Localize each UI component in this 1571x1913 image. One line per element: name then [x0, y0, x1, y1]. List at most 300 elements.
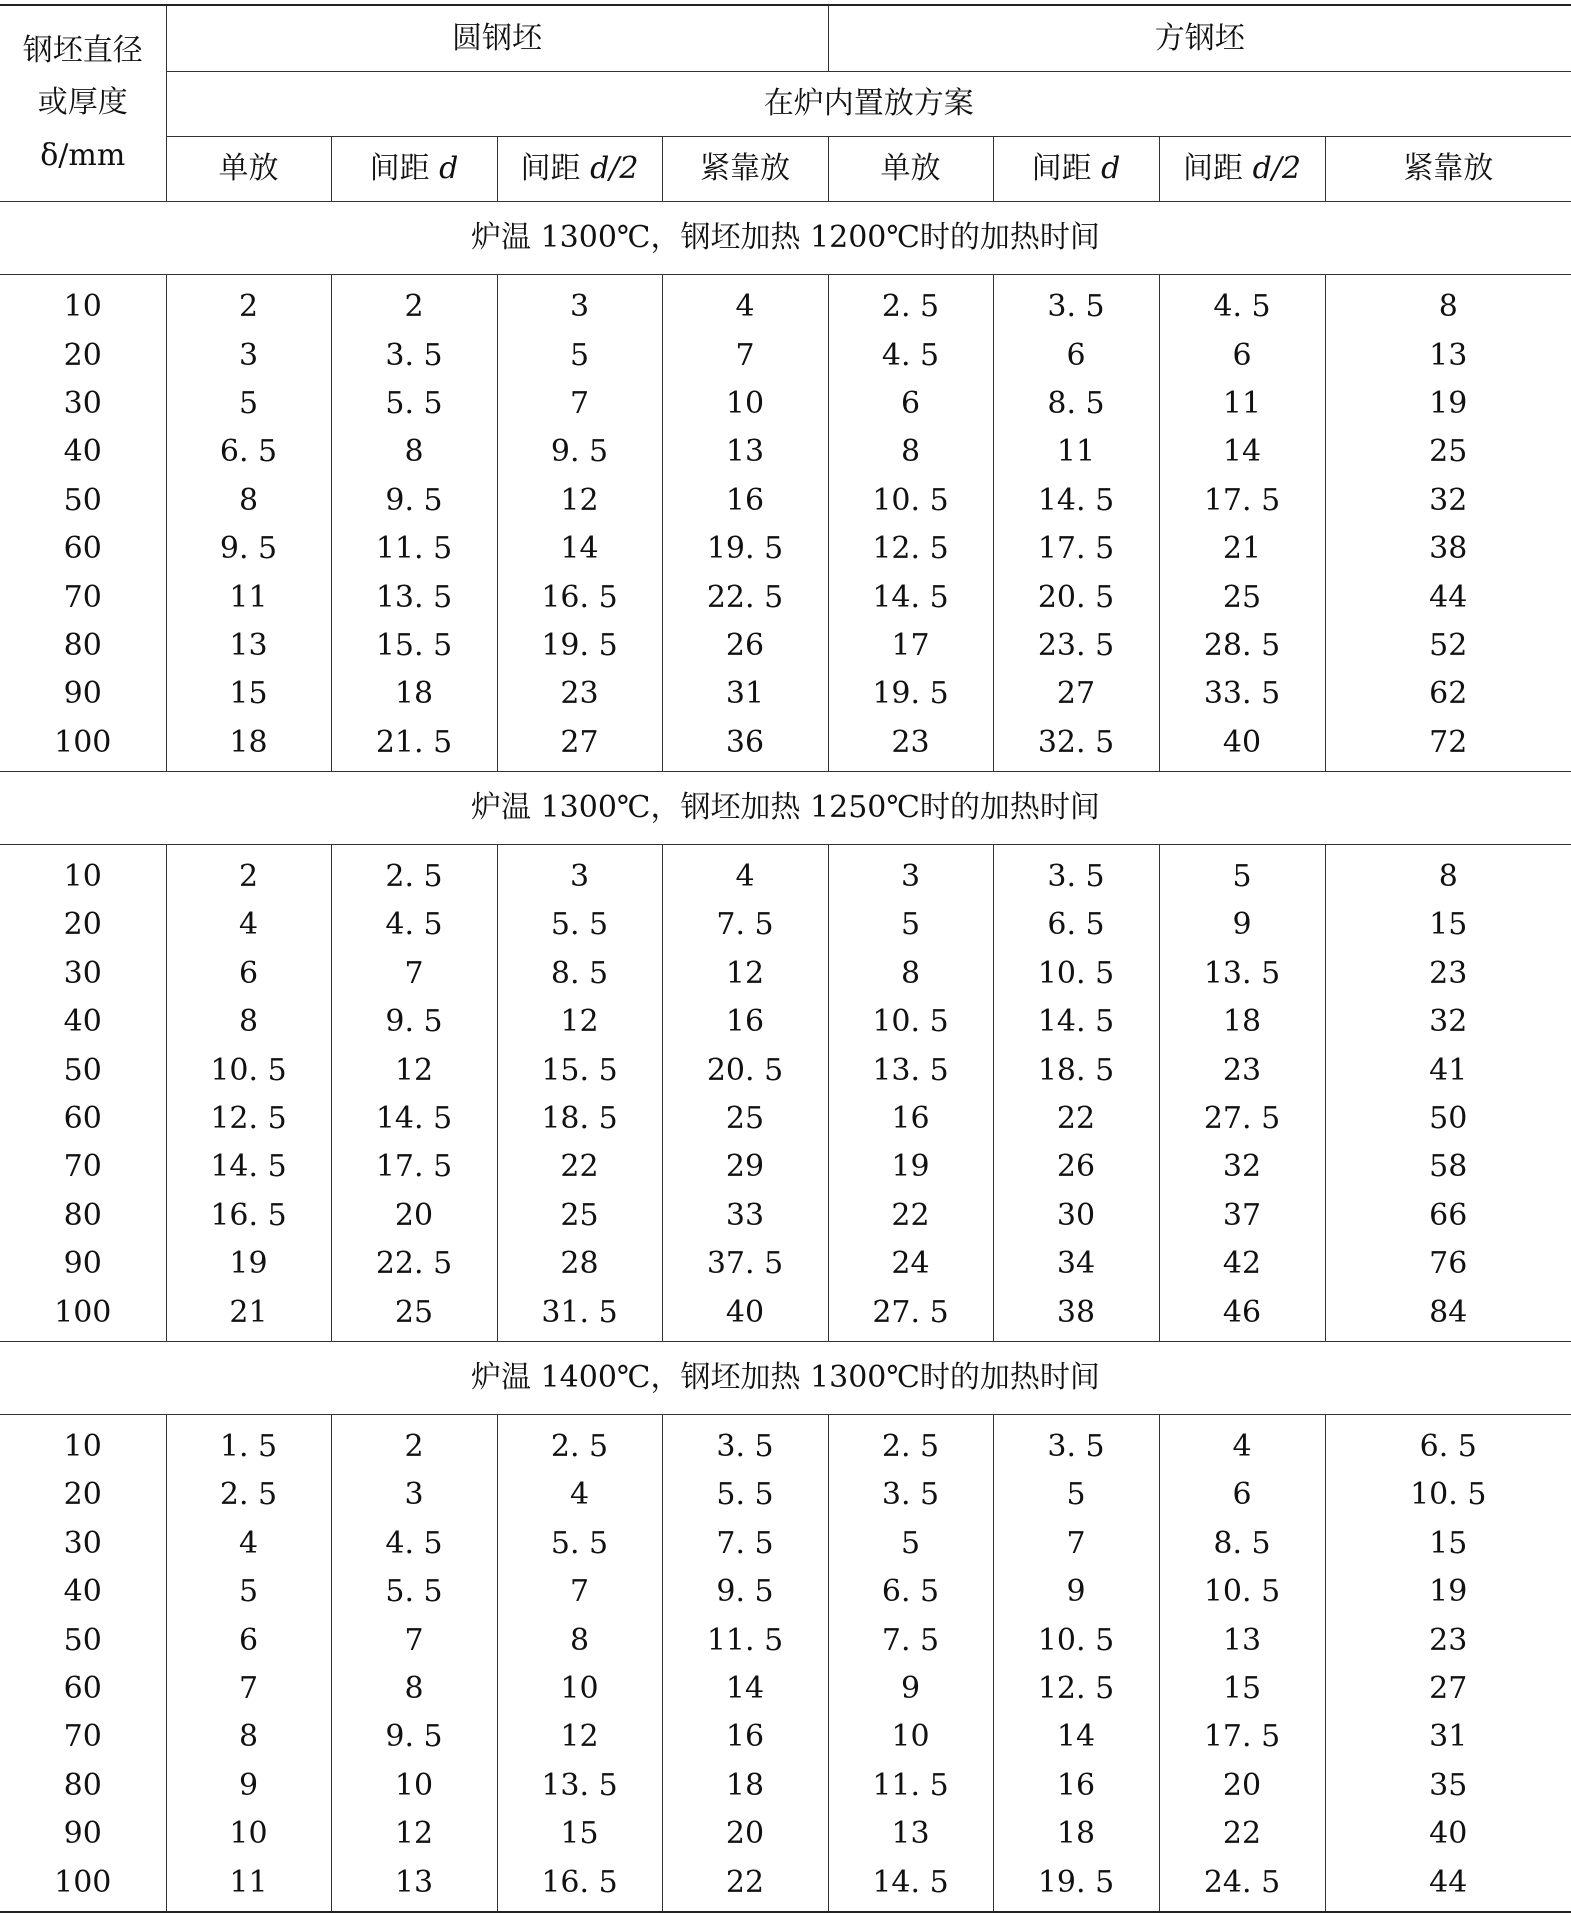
- table-cell: 35: [1429, 1767, 1468, 1803]
- row-diameter-cell: 80: [0, 1762, 166, 1810]
- table-cell: 12: [662, 950, 828, 998]
- table-cell: 10. 5: [828, 998, 993, 1046]
- table-cell: 27: [1429, 1670, 1468, 1706]
- table-cell: 15. 5: [497, 1046, 662, 1094]
- table-cell: 10. 5: [1159, 1568, 1325, 1616]
- table-row: [0, 1288, 1571, 1341]
- row-label-header: [0, 5, 166, 202]
- row-diameter-cell: 30: [0, 1520, 166, 1568]
- table-cell: 27. 5: [828, 1288, 993, 1341]
- table-row: [0, 622, 1571, 670]
- table-cell: 17: [828, 622, 993, 670]
- sub-column-header: [828, 137, 993, 202]
- table-cell: 6. 5: [828, 1568, 993, 1616]
- table-cell: 7: [497, 1568, 662, 1616]
- table-cell: 24. 5: [1159, 1858, 1325, 1911]
- table-cell: 46: [1159, 1288, 1325, 1341]
- table-cell: 30: [993, 1192, 1159, 1240]
- row-label-line3: δ/mm: [40, 137, 126, 173]
- table-cell: 22: [662, 1858, 828, 1911]
- table-cell: 36: [662, 719, 828, 772]
- row-diameter-cell: 60: [0, 525, 166, 573]
- sub-column-variable: d: [1101, 151, 1121, 186]
- table-cell: 19: [828, 1143, 993, 1191]
- section-title-row: [0, 771, 1571, 844]
- table-cell: 44: [1429, 579, 1468, 615]
- table-cell: 7: [993, 1520, 1159, 1568]
- table-header: [0, 5, 1571, 202]
- row-diameter-cell: 30: [0, 950, 166, 998]
- table-cell: 11: [166, 1858, 331, 1911]
- table-row: [0, 1713, 1571, 1761]
- table-cell: 20: [331, 1192, 497, 1240]
- row-diameter-cell: 90: [0, 1240, 166, 1288]
- table-cell: 2. 5: [331, 844, 497, 901]
- table-cell: 25: [1159, 573, 1325, 621]
- table-cell: 3: [331, 1471, 497, 1519]
- table-cell: 23: [1429, 1622, 1468, 1658]
- sub-column-variable: d/2: [1252, 151, 1301, 186]
- table-cell: 17. 5: [993, 525, 1159, 573]
- table-cell: 8: [828, 950, 993, 998]
- table-cell: 15: [1429, 907, 1468, 943]
- row-diameter-cell: 100: [0, 1288, 166, 1341]
- section-title: 炉温 1300℃，钢坯加热 1250℃时的加热时间: [0, 771, 1571, 844]
- table-cell: 3: [828, 844, 993, 901]
- sub-column-header: [497, 137, 662, 202]
- table-cell: 5: [828, 1520, 993, 1568]
- table-row: [0, 1762, 1571, 1810]
- table-cell: 4: [662, 275, 828, 332]
- table-cell: 5. 5: [497, 1520, 662, 1568]
- row-diameter-cell: 40: [0, 428, 166, 476]
- table-cell: 13: [331, 1858, 497, 1911]
- table-row: [0, 1414, 1571, 1471]
- row-diameter-cell: 20: [0, 1471, 166, 1519]
- table-cell: 13. 5: [497, 1762, 662, 1810]
- table-row: [0, 1046, 1571, 1094]
- table-row: [0, 275, 1571, 332]
- table-cell: 8. 5: [1159, 1520, 1325, 1568]
- table-cell: 7. 5: [828, 1616, 993, 1664]
- table-cell: 3. 5: [828, 1471, 993, 1519]
- table-row: [0, 1143, 1571, 1191]
- table-cell: 10. 5: [993, 950, 1159, 998]
- sub-column-variable: d: [439, 151, 459, 186]
- table-row: [0, 1568, 1571, 1616]
- table-row: [0, 1810, 1571, 1858]
- table-cell: 31: [1429, 1719, 1468, 1755]
- row-diameter-cell: 40: [0, 998, 166, 1046]
- table-body: [0, 202, 1571, 1912]
- row-diameter-cell: 70: [0, 573, 166, 621]
- table-cell: 7: [497, 380, 662, 428]
- table-cell: 17. 5: [331, 1143, 497, 1191]
- table-cell: 5: [828, 901, 993, 949]
- sub-column-header: [1325, 137, 1571, 202]
- table-row: [0, 331, 1571, 379]
- table-cell: 3: [166, 331, 331, 379]
- sub-column-label: 间距: [520, 151, 591, 186]
- table-row: [0, 1095, 1571, 1143]
- table-cell: 16: [662, 1713, 828, 1761]
- table-row: [0, 380, 1571, 428]
- row-diameter-cell: 20: [0, 901, 166, 949]
- sub-column-header: [166, 137, 331, 202]
- table-cell: 9: [166, 1762, 331, 1810]
- table-cell: 6. 5: [166, 428, 331, 476]
- table-cell: 17. 5: [1159, 477, 1325, 525]
- table-cell: 16: [662, 477, 828, 525]
- table-cell: 23. 5: [993, 622, 1159, 670]
- table-cell: 18: [662, 1762, 828, 1810]
- table-cell: 31. 5: [497, 1288, 662, 1341]
- table-cell: 19: [1429, 1574, 1468, 1610]
- table-row: [0, 998, 1571, 1046]
- table-cell: 5: [1159, 844, 1325, 901]
- table-cell: 13. 5: [331, 573, 497, 621]
- table-cell: 21: [1159, 525, 1325, 573]
- table-cell: 16: [993, 1762, 1159, 1810]
- table-cell: 6. 5: [1419, 1429, 1477, 1464]
- row-diameter-cell: 30: [0, 380, 166, 428]
- table-cell: 9. 5: [331, 477, 497, 525]
- table-cell: 66: [1429, 1197, 1468, 1233]
- table-cell: 5. 5: [497, 901, 662, 949]
- table-cell: 20: [1159, 1762, 1325, 1810]
- table-cell: 2. 5: [828, 275, 993, 332]
- row-label-line1: 钢坯直径: [22, 32, 143, 68]
- table-cell: 22. 5: [331, 1240, 497, 1288]
- table-cell: 7: [166, 1665, 331, 1713]
- table-cell: 18: [166, 719, 331, 772]
- table-cell: 25: [662, 1095, 828, 1143]
- table-cell: 15: [1429, 1525, 1468, 1561]
- sub-column-label: 间距: [1183, 151, 1253, 186]
- table-cell: 10. 5: [1410, 1477, 1487, 1513]
- row-diameter-cell: 100: [0, 719, 166, 772]
- table-cell: 12: [497, 477, 662, 525]
- table-cell: 22: [993, 1095, 1159, 1143]
- table-row: [0, 573, 1571, 621]
- table-cell: 23: [497, 670, 662, 718]
- sub-column-header: [662, 137, 828, 202]
- table-cell: 2. 5: [497, 1414, 662, 1471]
- table-cell: 11. 5: [662, 1616, 828, 1664]
- table-cell: 18. 5: [993, 1046, 1159, 1094]
- table-cell: 44: [1429, 1864, 1468, 1900]
- table-cell: 20. 5: [993, 573, 1159, 621]
- table-row: [0, 477, 1571, 525]
- table-cell: 33: [662, 1192, 828, 1240]
- table-row: [0, 1520, 1571, 1568]
- table-cell: 29: [662, 1143, 828, 1191]
- table-cell: 40: [1429, 1816, 1468, 1852]
- table-cell: 2: [331, 275, 497, 332]
- table-cell: 21: [166, 1288, 331, 1341]
- table-cell: 12: [497, 998, 662, 1046]
- table-cell: 4. 5: [828, 331, 993, 379]
- table-cell: 16. 5: [166, 1192, 331, 1240]
- table-cell: 22: [1159, 1810, 1325, 1858]
- table-cell: 2. 5: [828, 1414, 993, 1471]
- table-cell: 13. 5: [828, 1046, 993, 1094]
- table-cell: 4: [166, 901, 331, 949]
- sub-column-variable: d/2: [590, 151, 639, 186]
- table-cell: 18: [993, 1810, 1159, 1858]
- table-cell: 9. 5: [331, 1713, 497, 1761]
- table-cell: 19: [1429, 385, 1468, 421]
- table-cell: 11: [1159, 380, 1325, 428]
- table-cell: 42: [1159, 1240, 1325, 1288]
- table-cell: 16. 5: [497, 1858, 662, 1911]
- sub-column-label: 间距: [1031, 151, 1102, 186]
- table-cell: 84: [1429, 1294, 1468, 1330]
- table-cell: 31: [662, 670, 828, 718]
- placement-scheme-header: 在炉内置放方案: [166, 72, 1571, 137]
- table-cell: 17. 5: [1159, 1713, 1325, 1761]
- table-cell: 40: [662, 1288, 828, 1341]
- table-cell: 21. 5: [331, 719, 497, 772]
- table-cell: 6: [166, 1616, 331, 1664]
- table-row: [0, 1616, 1571, 1664]
- table-cell: 22: [497, 1143, 662, 1191]
- table-cell: 5. 5: [331, 380, 497, 428]
- table-row: [0, 719, 1571, 772]
- table-cell: 5. 5: [331, 1568, 497, 1616]
- table-cell: 27. 5: [1159, 1095, 1325, 1143]
- table-cell: 9: [828, 1665, 993, 1713]
- heating-time-table: [0, 4, 1571, 1913]
- table-cell: 14: [1159, 428, 1325, 476]
- table-row: [0, 901, 1571, 949]
- table-cell: 9: [993, 1568, 1159, 1616]
- table-cell: 4. 5: [331, 901, 497, 949]
- row-diameter-cell: 10: [0, 844, 166, 901]
- table-cell: 5: [166, 380, 331, 428]
- table-cell: 76: [1429, 1246, 1468, 1282]
- table-cell: 37. 5: [662, 1240, 828, 1288]
- table-cell: 52: [1429, 627, 1468, 663]
- table-cell: 8: [166, 1713, 331, 1761]
- table-cell: 8: [1438, 289, 1458, 325]
- sub-column-label: 紧靠放: [700, 151, 790, 186]
- table-cell: 33. 5: [1159, 670, 1325, 718]
- table-cell: 7. 5: [662, 1520, 828, 1568]
- row-label-line2: 或厚度: [37, 85, 128, 121]
- table-cell: 27: [993, 670, 1159, 718]
- row-diameter-cell: 60: [0, 1665, 166, 1713]
- table-cell: 7: [331, 950, 497, 998]
- table-row: [0, 950, 1571, 998]
- table-cell: 6: [993, 331, 1159, 379]
- table-cell: 10: [331, 1762, 497, 1810]
- table-cell: 3. 5: [662, 1414, 828, 1471]
- row-diameter-cell: 40: [0, 1568, 166, 1616]
- table-cell: 5: [497, 331, 662, 379]
- table-cell: 2: [331, 1414, 497, 1471]
- table-cell: 26: [662, 622, 828, 670]
- section-title: 炉温 1300℃，钢坯加热 1200℃时的加热时间: [0, 202, 1571, 275]
- table-cell: 5: [166, 1568, 331, 1616]
- row-diameter-cell: 50: [0, 1046, 166, 1094]
- table-cell: 32: [1429, 482, 1468, 518]
- table-cell: 6. 5: [993, 901, 1159, 949]
- table-cell: 16. 5: [497, 573, 662, 621]
- table-cell: 15. 5: [331, 622, 497, 670]
- table-cell: 4: [662, 844, 828, 901]
- table-cell: 3. 5: [993, 844, 1159, 901]
- table-cell: 10. 5: [828, 477, 993, 525]
- table-cell: 10: [497, 1665, 662, 1713]
- table-cell: 7. 5: [662, 901, 828, 949]
- table-cell: 12: [331, 1046, 497, 1094]
- table-cell: 8: [166, 477, 331, 525]
- table-cell: 14: [497, 525, 662, 573]
- table-cell: 19. 5: [828, 670, 993, 718]
- table-cell: 11. 5: [331, 525, 497, 573]
- table-cell: 38: [993, 1288, 1159, 1341]
- table-cell: 72: [1429, 724, 1468, 760]
- row-diameter-cell: 10: [0, 275, 166, 332]
- table-cell: 14. 5: [828, 1858, 993, 1911]
- table-cell: 38: [1429, 531, 1468, 567]
- table-cell: 3: [497, 844, 662, 901]
- table-cell: 32: [1159, 1143, 1325, 1191]
- row-diameter-cell: 70: [0, 1143, 166, 1191]
- table-cell: 6: [166, 950, 331, 998]
- table-cell: 4. 5: [331, 1520, 497, 1568]
- table-cell: 8. 5: [497, 950, 662, 998]
- table-cell: 14. 5: [331, 1095, 497, 1143]
- table-cell: 14. 5: [993, 477, 1159, 525]
- table-cell: 3. 5: [331, 331, 497, 379]
- table-cell: 13: [166, 622, 331, 670]
- table-cell: 10. 5: [993, 1616, 1159, 1664]
- table-cell: 14. 5: [828, 573, 993, 621]
- sub-column-header: [993, 137, 1159, 202]
- table-cell: 23: [828, 719, 993, 772]
- table-row: [0, 1240, 1571, 1288]
- table-row: [0, 1192, 1571, 1240]
- table-cell: 8: [1438, 859, 1458, 895]
- table-cell: 4: [1159, 1414, 1325, 1471]
- table-cell: 12. 5: [166, 1095, 331, 1143]
- table-cell: 14: [993, 1713, 1159, 1761]
- row-diameter-cell: 60: [0, 1095, 166, 1143]
- table-cell: 27: [497, 719, 662, 772]
- table-cell: 12. 5: [828, 525, 993, 573]
- row-diameter-cell: 10: [0, 1414, 166, 1471]
- table-row: [0, 844, 1571, 901]
- table-cell: 20: [662, 1810, 828, 1858]
- table-cell: 6: [828, 380, 993, 428]
- table-cell: 22. 5: [662, 573, 828, 621]
- table-cell: 23: [1159, 1046, 1325, 1094]
- table-cell: 13: [662, 428, 828, 476]
- table-cell: 3. 5: [993, 275, 1159, 332]
- sub-column-headers: [0, 137, 1571, 202]
- table-cell: 20. 5: [662, 1046, 828, 1094]
- table-cell: 37: [1159, 1192, 1325, 1240]
- table-cell: 9. 5: [166, 525, 331, 573]
- table-cell: 26: [993, 1143, 1159, 1191]
- table-cell: 40: [1159, 719, 1325, 772]
- table-cell: 34: [993, 1240, 1159, 1288]
- table-cell: 50: [1429, 1101, 1468, 1137]
- table-cell: 1. 5: [166, 1414, 331, 1471]
- table-cell: 58: [1429, 1149, 1468, 1185]
- table-cell: 4. 5: [1159, 275, 1325, 332]
- table-cell: 8: [828, 428, 993, 476]
- table-cell: 7: [662, 331, 828, 379]
- table-cell: 41: [1429, 1052, 1468, 1088]
- table-cell: 11: [166, 573, 331, 621]
- table-cell: 19. 5: [497, 622, 662, 670]
- table-cell: 10. 5: [166, 1046, 331, 1094]
- table-cell: 3: [497, 275, 662, 332]
- table-cell: 15: [1159, 1665, 1325, 1713]
- table-cell: 4: [497, 1471, 662, 1519]
- table-cell: 5: [993, 1471, 1159, 1519]
- table-cell: 8: [497, 1616, 662, 1664]
- table-cell: 13: [1429, 337, 1468, 373]
- table-cell: 19. 5: [662, 525, 828, 573]
- table-cell: 10: [662, 380, 828, 428]
- sub-column-header: [331, 137, 497, 202]
- section-title-row: [0, 202, 1571, 275]
- table-cell: 8: [331, 428, 497, 476]
- row-diameter-cell: 80: [0, 622, 166, 670]
- sub-column-header: [1159, 137, 1325, 202]
- table-cell: 18. 5: [497, 1095, 662, 1143]
- table-cell: 9. 5: [331, 998, 497, 1046]
- table-cell: 11: [993, 428, 1159, 476]
- row-diameter-cell: 20: [0, 331, 166, 379]
- section-title: 炉温 1400℃，钢坯加热 1300℃时的加热时间: [0, 1341, 1571, 1414]
- table-cell: 25: [1429, 434, 1468, 470]
- sub-column-label: 间距: [369, 151, 440, 186]
- table-row: [0, 1665, 1571, 1713]
- table-cell: 28. 5: [1159, 622, 1325, 670]
- table-row: [0, 670, 1571, 718]
- table-cell: 16: [828, 1095, 993, 1143]
- table-cell: 18: [1159, 998, 1325, 1046]
- table-cell: 2: [166, 844, 331, 901]
- row-diameter-cell: 70: [0, 1713, 166, 1761]
- table-cell: 6: [1159, 1471, 1325, 1519]
- table-cell: 18: [331, 670, 497, 718]
- table-cell: 11. 5: [828, 1762, 993, 1810]
- row-diameter-cell: 90: [0, 1810, 166, 1858]
- row-diameter-cell: 50: [0, 477, 166, 525]
- table-cell: 14. 5: [993, 998, 1159, 1046]
- row-diameter-cell: 50: [0, 1616, 166, 1664]
- table-cell: 9. 5: [662, 1568, 828, 1616]
- sub-column-label: 单放: [218, 151, 279, 186]
- table-cell: 32: [1429, 1004, 1468, 1040]
- table-cell: 6: [1159, 331, 1325, 379]
- table-cell: 4: [166, 1520, 331, 1568]
- table-cell: 14. 5: [166, 1143, 331, 1191]
- table-cell: 12. 5: [993, 1665, 1159, 1713]
- table-cell: 62: [1429, 676, 1468, 712]
- table-cell: 19: [166, 1240, 331, 1288]
- table-cell: 25: [331, 1288, 497, 1341]
- section-title-row: [0, 1341, 1571, 1414]
- table-row: [0, 1858, 1571, 1911]
- table-cell: 25: [497, 1192, 662, 1240]
